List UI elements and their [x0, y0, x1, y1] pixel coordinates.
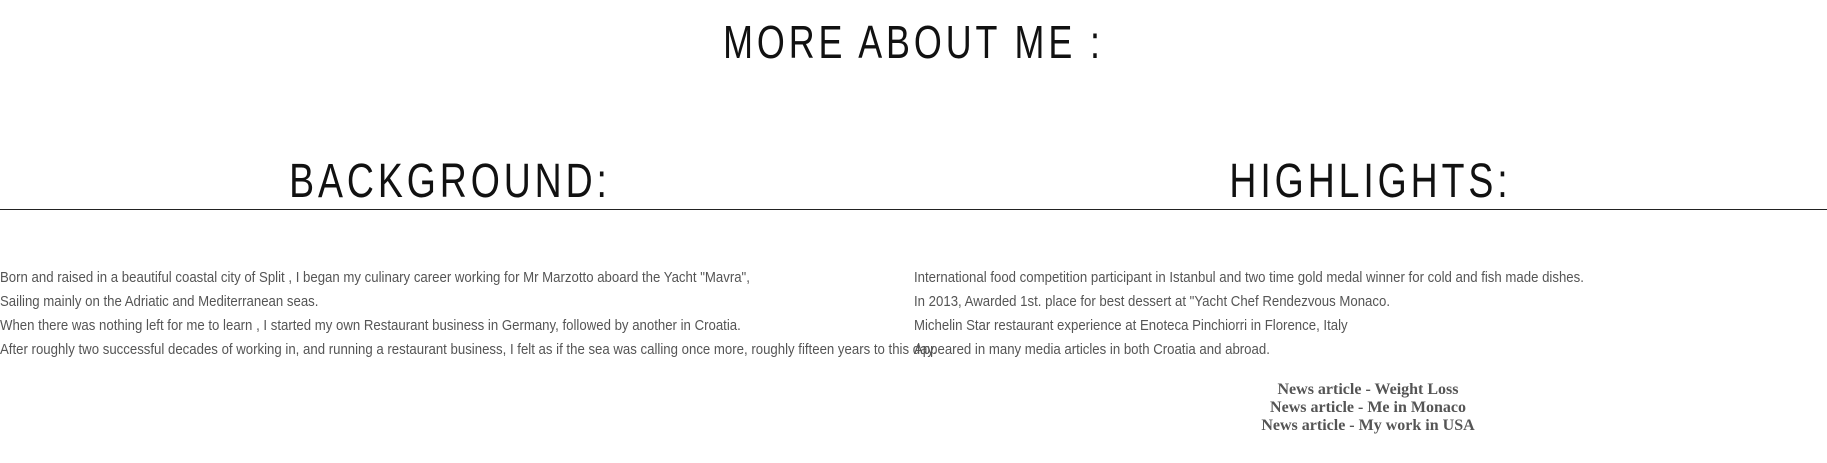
background-heading: BACKGROUND: [289, 155, 611, 208]
background-line: Born and raised in a beautiful coastal city of Split , I began my culinary career working for Mr Marzotto aboard the Yacht "Mavra", [0, 269, 750, 286]
news-link-weight-loss[interactable]: News article - Weight Loss [1277, 381, 1459, 398]
highlights-text [914, 266, 1675, 362]
background-line: After roughly two successful decades of working in, and running a restaurant business, I felt as if the sea was calling once more, roughly fifteen years to this day. [0, 341, 937, 358]
page-title: MORE ABOUT ME : [723, 16, 1104, 68]
background-line: Sailing mainly on the Adriatic and Mediterranean seas. [0, 293, 319, 310]
highlights-heading: HIGHLIGHTS: [1229, 155, 1512, 208]
background-line: When there was nothing left for me to learn , I started my own Restaurant business in Germany, followed by another in Croatia. [0, 317, 741, 334]
news-link-usa[interactable]: News article - My work in USA [1261, 417, 1475, 434]
highlight-line: Appeared in many media articles in both Croatia and abroad. [914, 341, 1270, 358]
highlight-line: In 2013, Awarded 1st. place for best dessert at "Yacht Chef Rendezvous Monaco. [914, 293, 1391, 310]
highlight-line: International food competition participant in Istanbul and two time gold medal winner for cold and fish made dishes. [914, 269, 1584, 286]
news-link-monaco[interactable]: News article - Me in Monaco [1270, 399, 1466, 416]
news-links [1168, 381, 1568, 435]
section-divider [0, 209, 1827, 210]
background-text [0, 266, 1064, 362]
highlight-line: Michelin Star restaurant experience at Enoteca Pinchiorri in Florence, Italy [914, 317, 1348, 334]
